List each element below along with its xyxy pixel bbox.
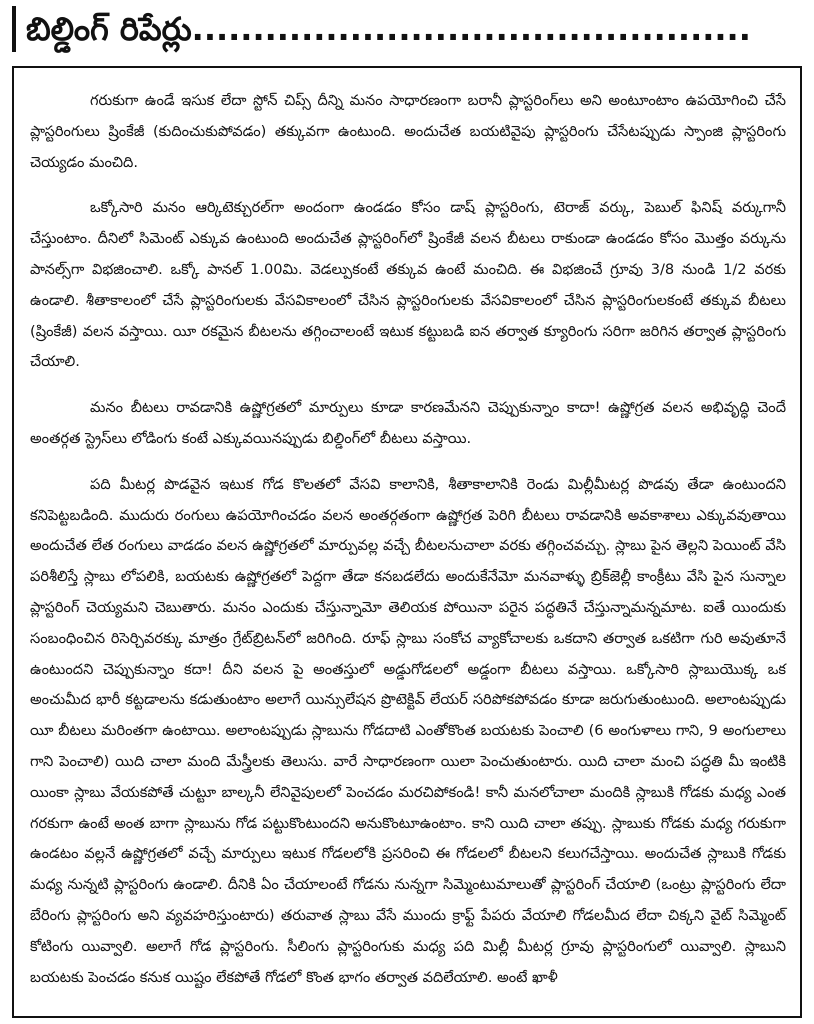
paragraph-3: మనం బీటలు రావడానికి ఉష్ణోగ్రతలో మార్పులు కూడా కారణమేనని చెప్పుకున్నాం కాదా! ఉష్ణోగ్రత వలన అభివృద్ధి చెందే అంతర్గత స్ట్రెస్‌లు లోడింగు కంటే ఎక్కువయినప్పుడు బిల్డింగ్‌లో బీటలు వస్తాయి. [30,399,786,447]
paragraph-4: పది మీటర్ల పొడవైన ఇటుక గోడ కొలతలో వేసవి కాలానికి, శీతాకాలానికి రెండు మిల్లీమీటర్ల పొడవు తేడా ఉంటుందని కనిపెట్టబడింది. ముదురు రంగులు ఉపయోగించడం వలన అంతర్గతంగా ఉష్ణోగ్రత పెరిగి బీటలు రావడానికి అవకాశాలు ఎక్కువవుతాయి అందుచేత లేత రంగులు వాడడం వలన ఉష్ణోగ్రతలో మార్పువల్ల వచ్చే బీటలనుచాలా వరకు తగ్గించవచ్చు. స్లాబు పైన తెల్లని పెయింట్ వేసి పరిశీలిస్తే స్లాబు లోపలికి, బయటకు ఉష్ణోగ్రతలో పెద్దగా తేడా కనబడలేదు అందుకేనేమో మనవాళ్ళు బ్రిక్‌జెల్లీ కాంక్రీటు వేసి పైన సున్నాల ప్లాస్టరింగ్ చెయ్యమని చెబుతారు. మనం ఎందుకు చేస్తున్నామో తెలియక పోయినా పరైన పద్ధతినే చేస్తున్నామన్నమాట. ఐతే యిందుకు సంబంధించిన రిసెర్చివరక్కు మాత్రం గ్రేట్‌బ్రిటన్‌లో జరిగింది. రూఫ్ స్లాబు సంకోచ వ్యాకోచాలకు ఒకదాని తర్వాత ఒకటిగా గురి అవుతూనే ఉంటుందని చెప్పుకున్నాం కదా! దీని వలన పై అంతస్తులో అడ్డుగోడలలో అడ్డంగా బీటలు వస్తాయి. ఒక్కోసారి స్లాబుయొక్క ఒక అంచుమీద భారీ కట్టడాలను కడుతుంటాం అలాగే యిన్సులేషన ప్రొటెక్టివ్ లేయర్ సరిపోకపోవడం కూడా జరుగుతుంటుంది. అలాంటప్పుడు యీ బీటలు మరింతగా ఉంటాయి. అలాంటప్పుడు స్లాబును గోడదాటి ఎంతోకొంత బయటకు పెంచాలి (6 అంగుళాలు గాని, 9 అంగులాలు గాని పెంచాలి) యిది చాలా మంది మేస్త్రీలకు తెలుసు. వారే సాధారణంగా యిలా పెంచుతుంటారు. యిది చాలా మంచి పద్ధతి మీ ఇంటికి యింకా స్లాబు వేయకపోతే చుట్టూ బాల్కనీ లేనివైపులలో పెంచడం మరచిపోకండి! కానీ మనలోచాలా మందికి స్లాబుకి గోడకు మధ్య ఎంత గరకుగా ఉంటే అంత బాగా స్లాబును గోడ పట్టుకొంటుందని అనుకొంటూఉంటాం. కాని యిది చాలా తప్పు. స్లాబుకు గోడకు మధ్య గరుకుగా ఉండటం వల్లనే ఉష్ణోగ్రతలో వచ్చే మార్పులు ఇటుక గోడలలోకి ప్రసరించి ఈ గోడలలో బీటలని కలుగచేస్తాయి. అందుచేత స్లాబుకి గోడకు మధ్య నున్నటి ప్లాస్టరింగు ఉండాలి. దీనికి ఏం చేయాలంటే గోడను నున్నగా సిమ్మెంటుమాలుతో ప్లాస్టరింగ్ చేయాలి (ఒంట్రు ప్లాస్టరింగు లేదా బేరింగు ప్లాస్టరింగు అని వ్యవహరిస్తుంటారు) తరువాత స్లాబు వేసే ముందు క్రాఫ్ట్ పేపరు వేయాలి గోడలమీద లేదా చిక్కని వైట్ సిమ్మెంట్ కోటింగు యివ్వాలి. అలాగే గోడ ప్లాస్టరింగు. సీలింగు ప్లాస్టరింగుకు మధ్య పది మిల్లీ మీటర్ల గ్రూవు ప్లాస్టరింగులో యివ్వాలి. స్లాబుని బయటకు పెంచడం కనుక యిష్టం లేకపోతే గోడలో కొంత భాగం తర్వాత వదిలేయాలి. అంటే ఖాళీ [30,475,786,986]
paragraph-2: ఒక్కోసారి మనం ఆర్కిటెక్చురల్‌గా అందంగా ఉండడం కోసం డాష్ ప్లాస్టరింగు, టెరాజ్ వర్కు, పెబుల్ ఫినిష్ వర్కుగానీ చేస్తుంటాం. దీనిలో సిమెంట్ ఎక్కువ ఉంటుంది అందుచేత ప్లాస్టరింగ్‌లో ష్రింకేజీ వలన బీటలు రాకుండా ఉండడం కోసం మొత్తం వర్కును పానల్స్‌గా విభజించాలి. ఒక్కో పానల్ 1.00మి. వెడల్పుకంటే తక్కువ ఉంటే మంచిది. ఈ విభజించే గ్రూవు 3/8 నుండి 1/2 వరకు ఉండాలి. శీతాకాలంలో చేసే ప్లాస్టరింగులకు వేసవికాలంలో చేసిన ప్లాస్టరింగులకు వేసవికాలంలో చేసిన ప్లాస్టరింగులకంటే తక్కువ బీటలు (ష్రింకేజీ) వలన వస్తాయి. యీ రకమైన బీటలను తగ్గించాలంటే ఇటుక కట్టుబడి ఐన తర్వాత క్యూరింగు సరిగా జరిగిన తర్వాత ప్లాస్టరింగు చేయాలి. [30,199,786,371]
title-accent-bar [12,6,16,52]
paragraph-1: గరుకుగా ఉండే ఇసుక లేదా స్టోన్ చిప్స్ దీన్ని మనం సాధారణంగా బరానీ ప్లాస్టరింగ్‌లు అని అంటూంటాం ఉపయోగించి చేసే ప్లాస్టరింగులు ష్రింకేజీ (కుదించుకుపోవడం) తక్కువగా ఉంటుంది. అందుచేత బయటివైపు ప్లాస్టరింగు చేసేటప్పుడు స్పాంజి ప్లాస్టరింగు చెయ్యడం మంచిది. [30,92,786,171]
title-area [12,6,802,56]
article-box [12,66,802,1018]
page-title: బిల్డింగ్ రిపేర్లు.............................................. [26,10,751,48]
